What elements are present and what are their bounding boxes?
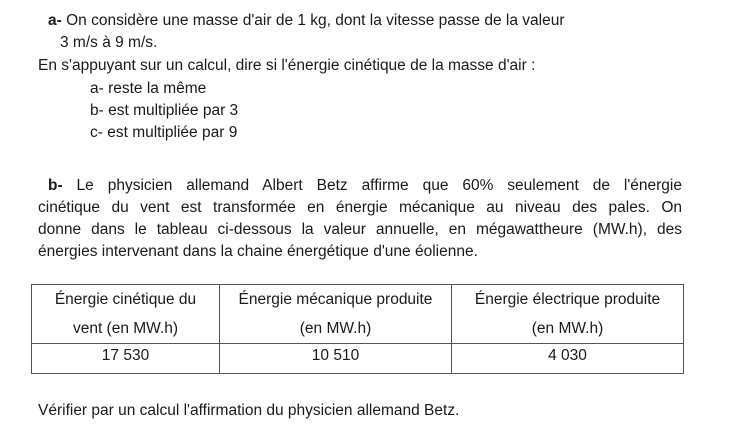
part-a-intro-line-1 <box>48 10 565 32</box>
part-a-intro-line-2: 3 m/s à 9 m/s. <box>60 34 158 51</box>
value-kinetic-energy: 17 530 <box>32 344 220 374</box>
part-b-line-1: b- Le physicien allemand Albert Betz affirme que 60% seulement de l'énergie <box>48 177 682 194</box>
table-row <box>32 344 684 374</box>
part-b-line-2: cinétique du vent est transformée en énergie mécanique au niveau des pales. On <box>38 199 682 216</box>
energy-table <box>31 284 684 374</box>
header-kinetic-energy: Énergie cinétique du vent (en MW.h) <box>32 285 220 344</box>
option-b: b- est multipliée par 3 <box>90 102 239 119</box>
option-a: a- reste la même <box>90 80 207 97</box>
part-b-label: b- <box>48 177 63 194</box>
part-a-label: a- <box>48 12 62 29</box>
header-electrical-energy: Énergie électrique produite (en MW.h) <box>452 285 684 344</box>
part-b-paragraph <box>38 175 682 263</box>
part-b-line-3: donne dans le tableau ci-dessous la valeur annuelle, en mégawattheure (MW.h), des <box>38 221 682 238</box>
part-a-intro-text: On considère une masse d'air de 1 kg, dont la vitesse passe de la valeur <box>61 12 565 29</box>
option-c: c- est multipliée par 9 <box>90 124 238 141</box>
part-a-question: En s'appuyant sur un calcul, dire si l'énergie cinétique de la masse d'air : <box>38 57 536 74</box>
value-electrical-energy: 4 030 <box>452 344 684 374</box>
value-mechanical-energy: 10 510 <box>220 344 452 374</box>
conclusion-instruction: Vérifier par un calcul l'affirmation du physicien allemand Betz. <box>38 402 460 419</box>
part-b-line-4: énergies intervenant dans la chaine énergétique d'une éolienne. <box>38 243 478 260</box>
header-mechanical-energy: Énergie mécanique produite (en MW.h) <box>220 285 452 344</box>
table-header-row <box>32 285 684 344</box>
